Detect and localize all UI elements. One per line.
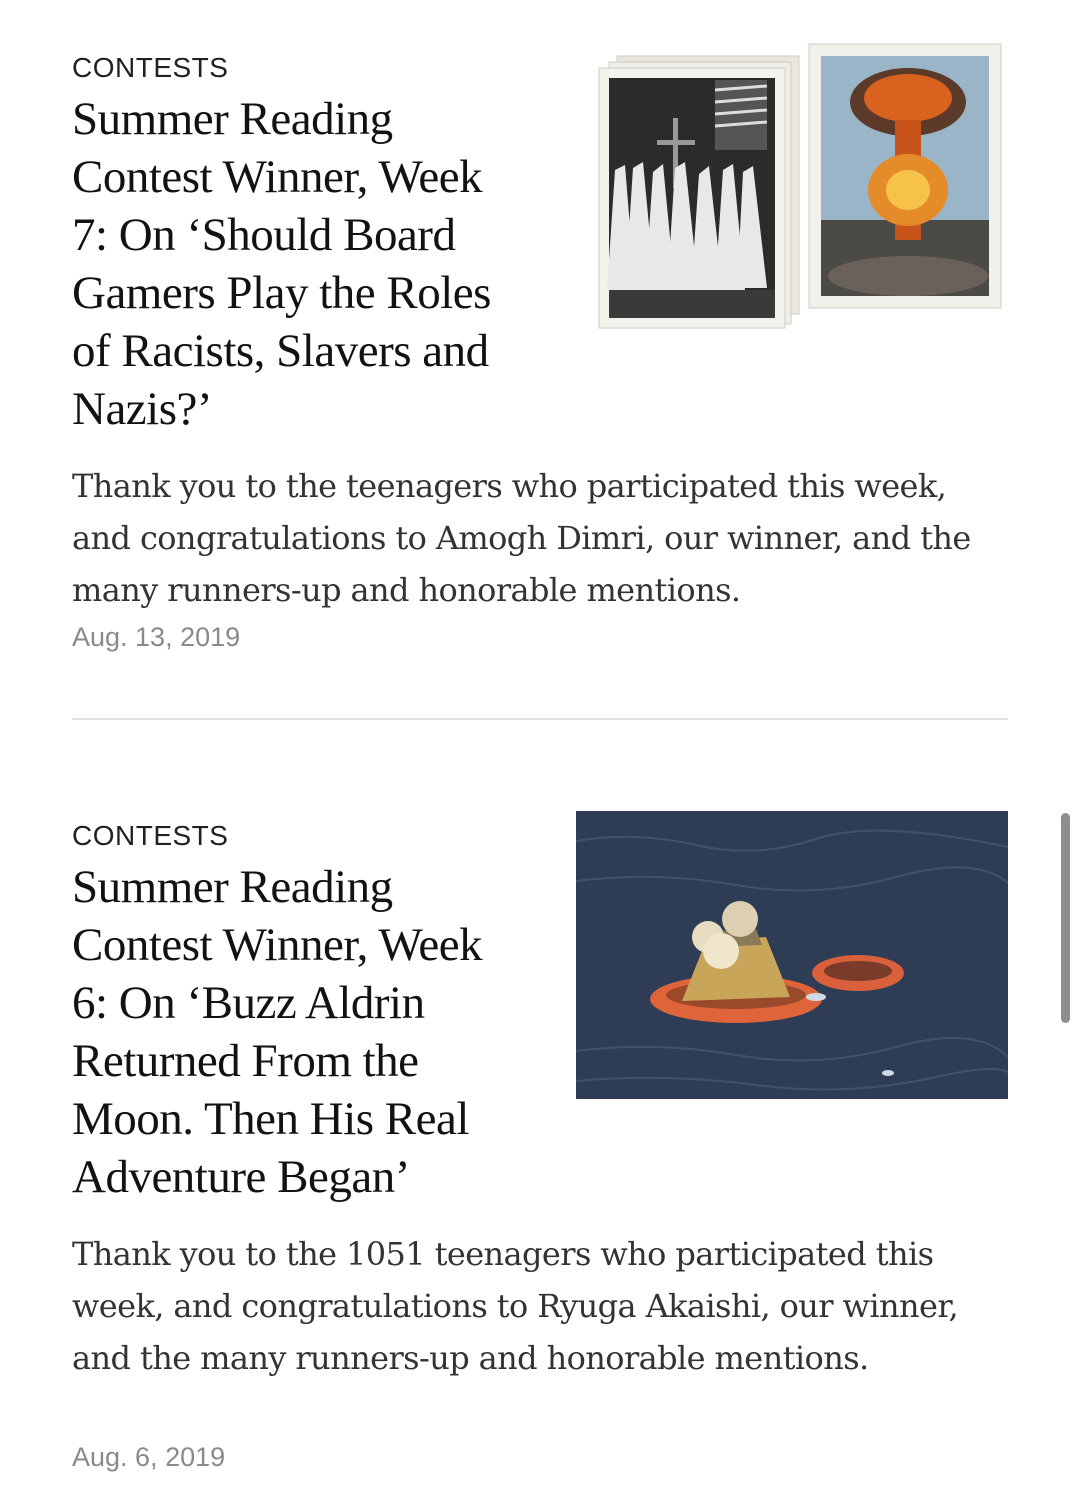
article-date: Aug. 6, 2019: [72, 1442, 226, 1472]
article-headline[interactable]: Summer Reading Contest Winner, Week 7: On ‘Should Board Gamers Play the Roles of Racists, Slavers and Nazis?’: [72, 93, 491, 435]
section-kicker[interactable]: CONTESTS: [72, 820, 229, 851]
article-headline[interactable]: Summer Reading Contest Winner, Week 6: On ‘Buzz Aldrin Returned From the Moon. Then His Real Adventure Began’: [72, 861, 483, 1203]
article-summary: Thank you to the teenagers who participated this week, and congratulations to Amogh Dimri, our winner, and the many runners-up and honorable mentions.: [72, 467, 971, 609]
article-divider: [72, 718, 1008, 720]
section-kicker[interactable]: CONTESTS: [72, 52, 229, 83]
article-date: Aug. 13, 2019: [72, 622, 241, 652]
article-summary: Thank you to the 1051 teenagers who participated this week, and congratulations to Ryuga Akaishi, our winner, and the many runners-up and honorable mentions.: [72, 1235, 959, 1377]
board-game-cards-image[interactable]: [595, 40, 1008, 335]
apollo-capsule-ocean-image[interactable]: [576, 811, 1008, 1099]
scrollbar[interactable]: [1061, 813, 1070, 1023]
